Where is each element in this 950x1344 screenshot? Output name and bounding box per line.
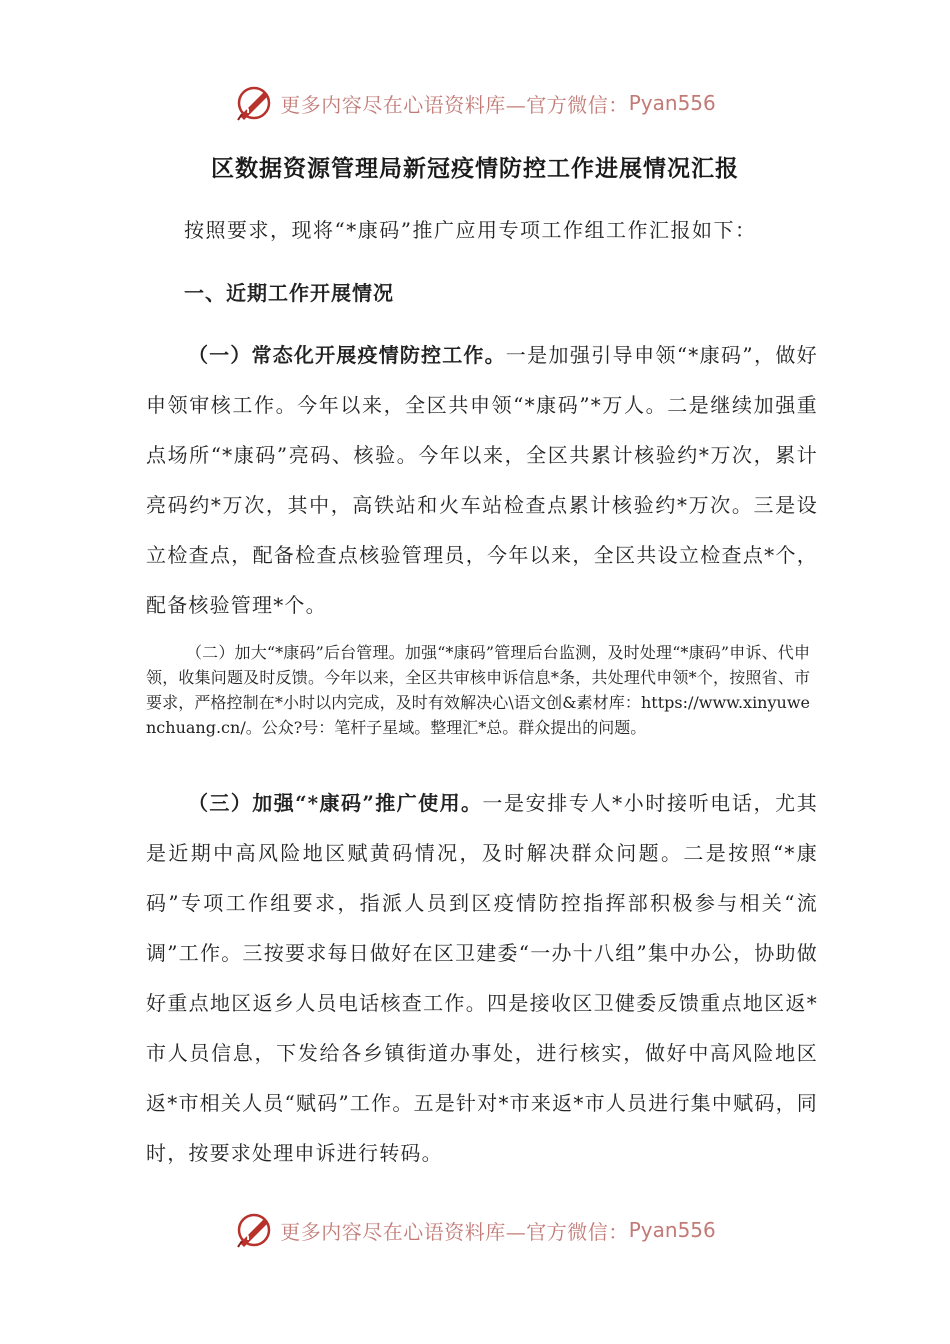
intro-paragraph: 按照要求，现将“*康码”推广应用专项工作组工作汇报如下： [184,218,757,242]
pen-logo-icon [234,1210,274,1250]
paragraph-2: （二）加大“*康码”后台管理。加强“*康码”管理后台监测，及时处理“*康码”申诉、代申领，收集问题及时反馈。今年以来，全区共审核申诉信息*条，共处理代申领*个，按照省、市要求，严格控制在*小时以内完成，及时有效解决心\语文创&素材库：https://www.xinyuwenchuang.cn/。公众?号：笔杆子星域。整理汇*总。群众提出的问题。 [146,643,810,737]
paragraph-1 [146,330,818,630]
paragraph-3-lead: （三）加强“*康码”推广使用。 [188,791,483,815]
paragraph-3 [146,778,818,1178]
banner-slogan: 更多内容尽在心语资料库—官方微信： [280,1219,629,1244]
document-title: 区数据资源管理局新冠疫情防控工作进展情况汇报 [211,155,739,182]
paragraph-1-lead: （一）常态化开展疫情防控工作。 [188,343,506,367]
banner-account: Pyan556 [628,1218,716,1242]
section-heading: 一、近期工作开展情况 [184,281,394,305]
paragraph-1-body: 一是加强引导申领“*康码”，做好申领审核工作。今年以来，全区共申领“*康码”*万人。二是继续加强重点场所“*康码”亮码、核验。今年以来，全区共累计核验约*万次，累计亮码约*万次，其中，高铁站和火车站检查点累计核验约*万次。三是设立检查点，配备检查点核验管理员，今年以来，全区共设立检查点*个，配备核验管理*个。 [146,343,818,617]
pen-logo-icon [234,83,274,123]
header-banner [0,83,950,123]
footer-banner [0,1210,950,1250]
banner-account: Pyan556 [628,91,716,115]
paragraph-3-body: 一是安排专人*小时接听电话，尤其是近期中高风险地区赋黄码情况，及时解决群众问题。二是按照“*康码”专项工作组要求，指派人员到区疫情防控指挥部积极参与相关“流调”工作。三按要求每日做好在区卫建委“一办十八组”集中办公，协助做好重点地区返乡人员电话核查工作。四是接收区卫健委反馈重点地区返*市人员信息，下发给各乡镇街道办事处，进行核实，做好中高风险地区返*市相关人员“赋码”工作。五是针对*市来返*市人员进行集中赋码，同时，按要求处理申诉进行转码。 [146,791,818,1165]
banner-slogan: 更多内容尽在心语资料库—官方微信： [280,92,629,117]
